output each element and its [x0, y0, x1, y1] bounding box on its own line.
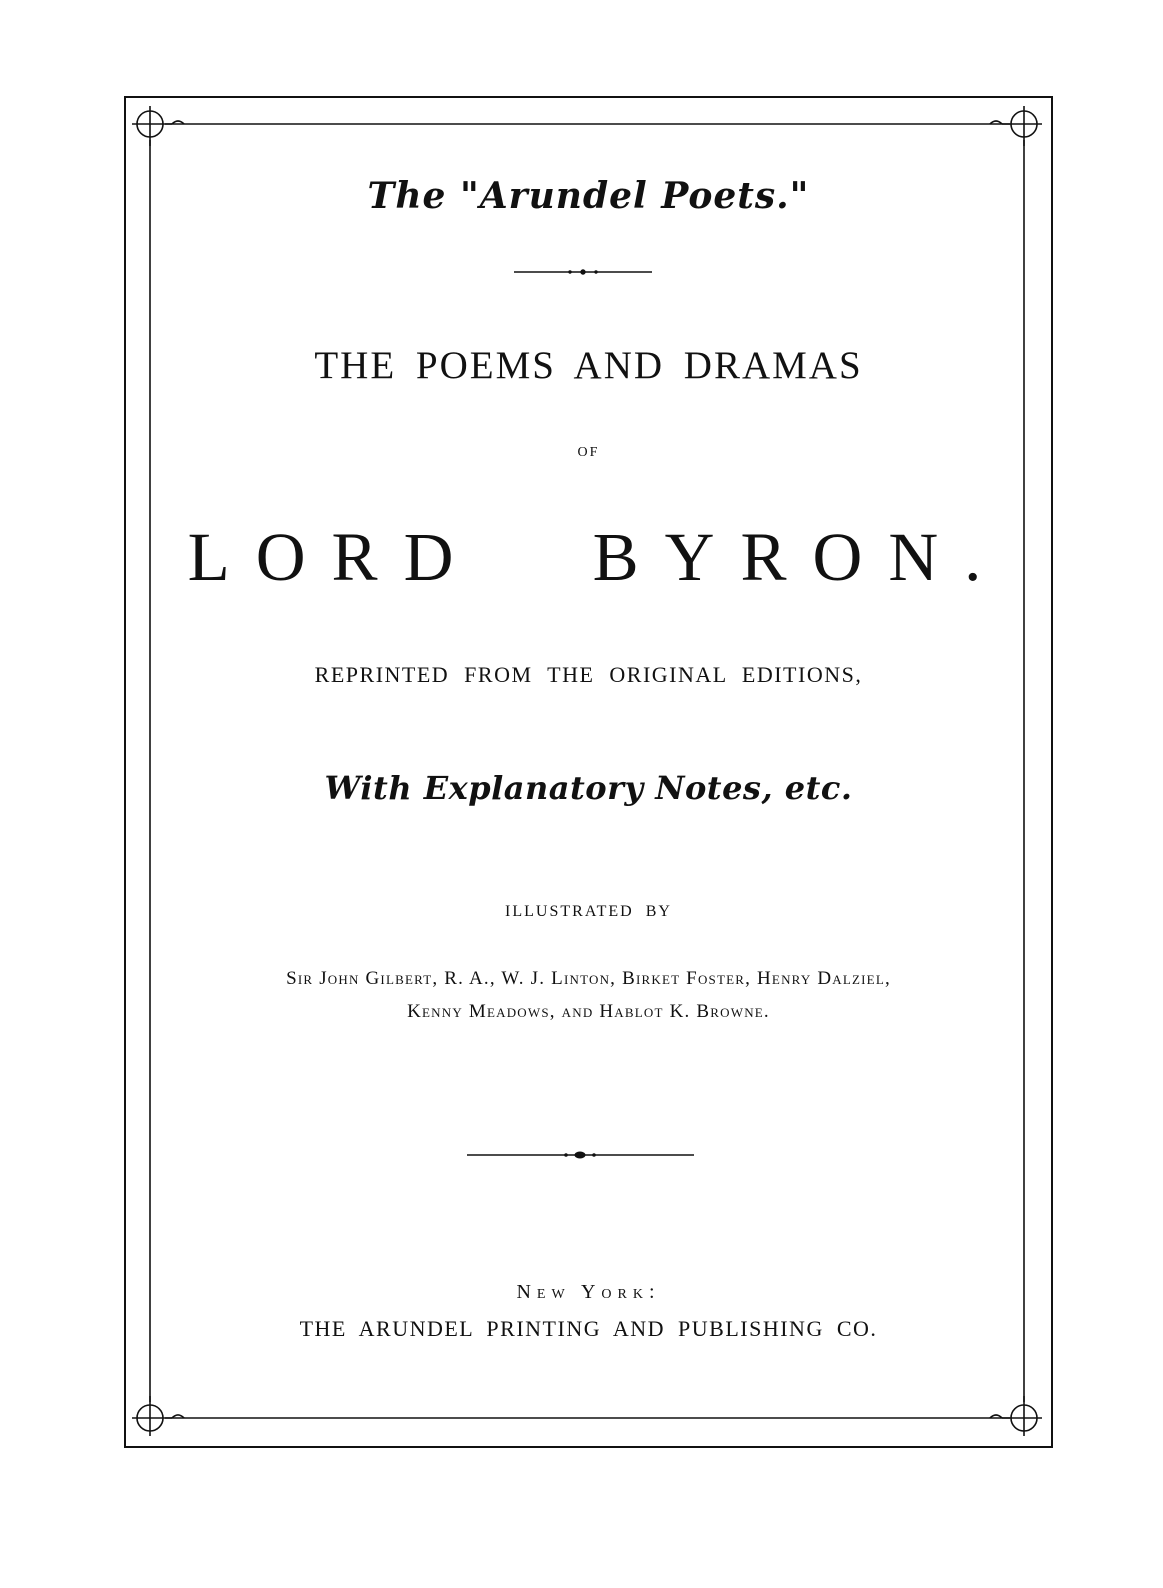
title-connector: OF [577, 445, 600, 460]
publisher-name: THE ARUNDEL PRINTING AND PUBLISHING CO. [299, 1316, 878, 1341]
reprint-note: REPRINTED FROM THE ORIGINAL EDITIONS, [314, 662, 863, 687]
author-name: LORD BYRON. [187, 519, 1008, 595]
ornament-rule-top [514, 270, 652, 274]
corner-ornament-top-right [990, 106, 1042, 146]
notes-line: With Explanatory Notes, etc. [324, 769, 853, 807]
illustrators-line-1: Sir John Gilbert, R. A., W. J. Linton, Birket Foster, Henry Dalziel, [286, 968, 891, 989]
series-title: The "Arundel Poets." [367, 175, 810, 217]
ornament-rule-bottom [467, 1152, 694, 1158]
corner-ornament-bottom-right [990, 1396, 1042, 1436]
illustrators-line-2: Kenny Meadows, and Hablot K. Browne. [407, 1001, 770, 1022]
corner-ornament-top-left [132, 106, 184, 146]
title-line-1: THE POEMS AND DRAMAS [314, 344, 863, 387]
corner-ornament-bottom-left [132, 1396, 184, 1436]
publication-city: New York: [516, 1281, 661, 1303]
illustrated-by-label: ILLUSTRATED BY [505, 903, 672, 920]
